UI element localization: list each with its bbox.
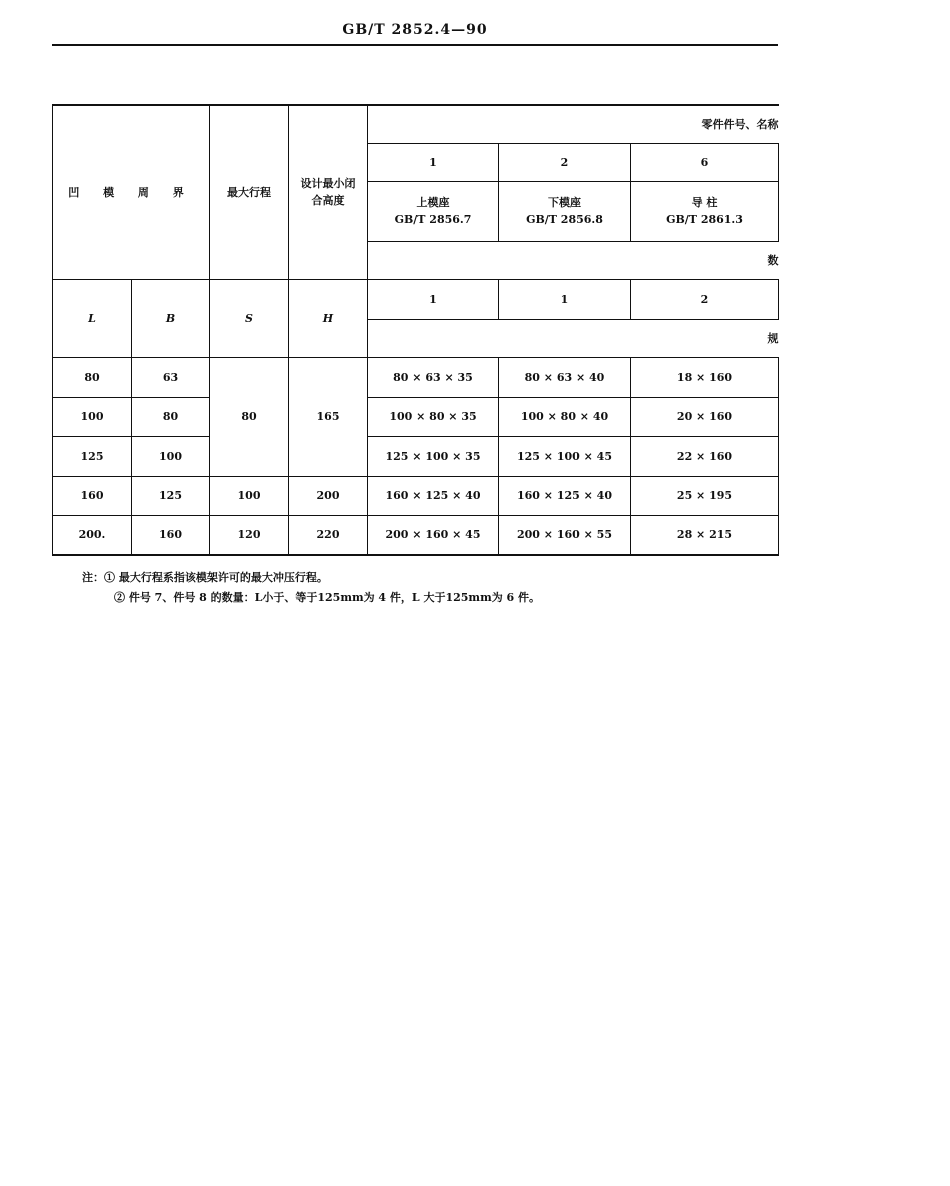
cell-l: 100 bbox=[53, 397, 132, 436]
part-lower-die-base: 下模座 GB/T 2856.8 bbox=[499, 181, 631, 241]
cell-part-1: 80 × 63 × 35 bbox=[368, 357, 499, 397]
header-symbol-h: H bbox=[289, 279, 368, 357]
header-symbol-b: B bbox=[132, 279, 210, 357]
table-row bbox=[53, 357, 779, 397]
table-row bbox=[53, 515, 779, 555]
cell-part-1: 100 × 80 × 35 bbox=[368, 397, 499, 436]
table-notes bbox=[82, 568, 540, 608]
cell-b: 125 bbox=[132, 476, 210, 515]
table-row bbox=[53, 397, 779, 436]
part-number-1: 1 bbox=[368, 143, 499, 181]
cell-part-6: 25 × 195 bbox=[631, 476, 779, 515]
cell-s: 100 bbox=[210, 476, 289, 515]
header-parts-group: 零件件号、名称 bbox=[368, 105, 779, 143]
cell-h: 220 bbox=[289, 515, 368, 555]
note-1: 注：① 最大行程系指该模架许可的最大冲压行程。 bbox=[82, 571, 328, 584]
header-spec-group: 规 bbox=[368, 319, 779, 357]
cell-l: 80 bbox=[53, 357, 132, 397]
cell-part-1: 200 × 160 × 45 bbox=[368, 515, 499, 555]
cell-b: 63 bbox=[132, 357, 210, 397]
cell-l: 200. bbox=[53, 515, 132, 555]
document-code: GB/T 2852.4—90 bbox=[342, 22, 488, 38]
header-min-closed-height: 设计最小闭合高度 bbox=[289, 105, 368, 279]
header-quantity-group: 数 bbox=[368, 241, 779, 279]
cell-b: 100 bbox=[132, 436, 210, 476]
table-row bbox=[53, 436, 779, 476]
cell-part-2: 125 × 100 × 45 bbox=[499, 436, 631, 476]
header-max-stroke: 最大行程 bbox=[210, 105, 289, 279]
cell-s: 120 bbox=[210, 515, 289, 555]
cell-b: 160 bbox=[132, 515, 210, 555]
spec-table-container bbox=[52, 104, 778, 556]
cell-l: 125 bbox=[53, 436, 132, 476]
header-symbol-l: L bbox=[53, 279, 132, 357]
cell-part-2: 80 × 63 × 40 bbox=[499, 357, 631, 397]
header-die-boundary: 凹 模 周 界 bbox=[53, 105, 210, 279]
table-row bbox=[53, 476, 779, 515]
header-symbol-s: S bbox=[210, 279, 289, 357]
cell-part-1: 125 × 100 × 35 bbox=[368, 436, 499, 476]
note-2: ② 件号 7、件号 8 的数量：L小于、等于125mm为 4 件，L 大于125mm为 6 件。 bbox=[114, 591, 541, 604]
part-guide-pillar: 导 柱 GB/T 2861.3 bbox=[631, 181, 779, 241]
cell-part-6: 18 × 160 bbox=[631, 357, 779, 397]
quantity-part-6: 2 bbox=[631, 279, 779, 319]
quantity-part-2: 1 bbox=[499, 279, 631, 319]
cell-part-2: 100 × 80 × 40 bbox=[499, 397, 631, 436]
cell-l: 160 bbox=[53, 476, 132, 515]
cell-s: 80 bbox=[210, 357, 289, 476]
part-upper-die-base: 上模座 GB/T 2856.7 bbox=[368, 181, 499, 241]
cell-part-6: 22 × 160 bbox=[631, 436, 779, 476]
cell-part-2: 160 × 125 × 40 bbox=[499, 476, 631, 515]
cell-part-6: 20 × 160 bbox=[631, 397, 779, 436]
cell-part-2: 200 × 160 × 55 bbox=[499, 515, 631, 555]
cell-part-6: 28 × 215 bbox=[631, 515, 779, 555]
spec-table bbox=[52, 104, 779, 556]
part-number-2: 2 bbox=[499, 143, 631, 181]
part-number-6: 6 bbox=[631, 143, 779, 181]
cell-b: 80 bbox=[132, 397, 210, 436]
cell-h: 200 bbox=[289, 476, 368, 515]
header-rule bbox=[52, 44, 778, 46]
cell-part-1: 160 × 125 × 40 bbox=[368, 476, 499, 515]
cell-h: 165 bbox=[289, 357, 368, 476]
quantity-part-1: 1 bbox=[368, 279, 499, 319]
